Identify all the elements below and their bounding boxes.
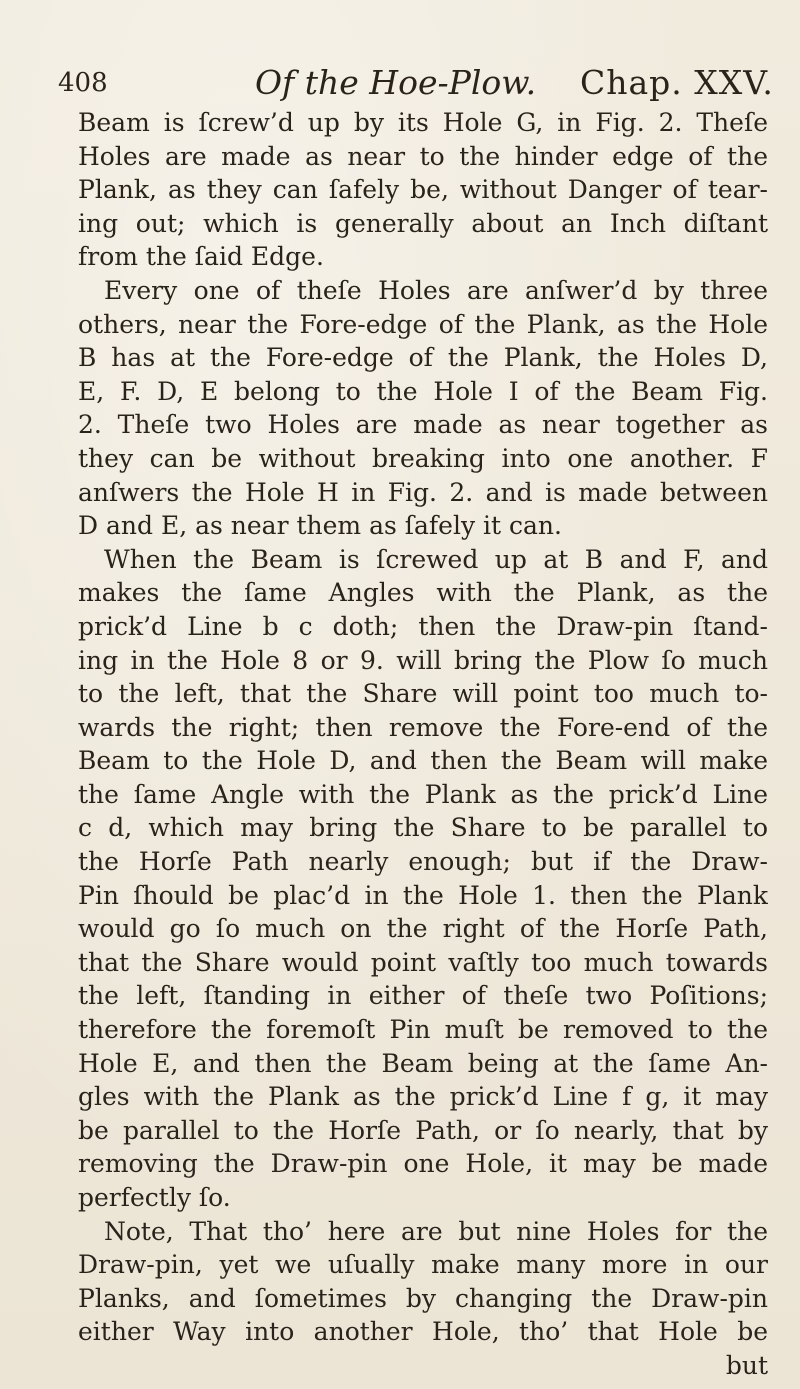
text-line: the ſame Angle with the Plank as the prick’d Line [78, 779, 768, 809]
text-line: E, F. D, E belong to the Hole I of the Beam Fig. [78, 376, 768, 406]
text-line: c d, which may bring the Share to be parallel to [78, 813, 768, 843]
text-line: ing out; which is generally about an Inch diſtant [78, 208, 768, 238]
page-number: 408 [58, 68, 108, 98]
text-line: would go ſo much on the right of the Horſe Path, [78, 914, 768, 944]
catchword: but [725, 1350, 768, 1380]
text-line: to the left, that the Share will point too much to- [78, 679, 768, 709]
text-line: either Way into another Hole, tho’ that Hole be [78, 1317, 768, 1347]
text-line: Hole E, and then the Beam being at the ſame An- [78, 1048, 768, 1078]
body-text [78, 106, 768, 1383]
text-line: they can be without breaking into one another. F [78, 443, 768, 473]
text-line: therefore the foremoſt Pin muſt be removed to the [78, 1015, 768, 1045]
text-line: perfectly ſo. [78, 1183, 231, 1212]
text-line: others, near the Fore-edge of the Plank, as the Hole [78, 309, 768, 339]
text-line: from the ſaid Edge. [78, 242, 324, 272]
text-line: the Horſe Path nearly enough; but if the Draw- [78, 847, 768, 877]
text-line: Beam is ſcrew’d up by its Hole G, in Fig. 2. Theſe [78, 108, 768, 137]
chapter-heading: Chap. XXV. [580, 63, 774, 102]
text-line: Draw-pin, yet we uſually make many more in our [78, 1250, 768, 1280]
text-line: When the Beam is ſcrewed up at B and F, and [104, 544, 768, 574]
text-line: 2. Theſe two Holes are made as near together as [78, 410, 768, 440]
text-line: prick’d Line b c doth; then the Draw-pin ſtand- [78, 611, 768, 641]
text-line: Beam to the Hole D, and then the Beam will make [78, 746, 768, 776]
text-line: Pin ſhould be plac’d in the Hole 1. then the Plank [78, 880, 768, 910]
text-line: ing in the Hole 8 or 9. will bring the Plow ſo much [78, 645, 768, 675]
text-line: wards the right; then remove the Fore-end of the [78, 712, 768, 742]
text-line: gles with the Plank as the prick’d Line f g, it may [78, 1082, 768, 1112]
text-line: the left, ſtanding in either of theſe two Poſitions; [78, 981, 768, 1011]
running-title: Of the Hoe-Plow. [255, 63, 537, 102]
text-line: Every one of theſe Holes are anſwer’d by three [104, 275, 768, 305]
text-line: D and E, as near them as ſafely it can. [78, 511, 562, 541]
text-line: be parallel to the Horſe Path, or ſo nearly, that by [78, 1115, 768, 1145]
text-line: Plank, as they can ſafely be, without Danger of tear- [78, 175, 768, 205]
text-line: B has at the Fore-edge of the Plank, the Holes D, [78, 343, 768, 373]
text-line: Holes are made as near to the hinder edge of the [78, 141, 768, 171]
text-line: anſwers the Hole H in Fig. 2. and is made between [78, 477, 768, 507]
text-line: that the Share would point vaſtly too much towards [78, 947, 768, 977]
text-line: removing the Draw-pin one Hole, it may be made [78, 1149, 768, 1179]
page-header [58, 58, 774, 108]
text-line: Planks, and ſometimes by changing the Draw-pin [78, 1283, 768, 1313]
text-line: Note, That tho’ here are but nine Holes for the [104, 1216, 768, 1246]
text-line: makes the ſame Angles with the Plank, as the [78, 578, 768, 608]
